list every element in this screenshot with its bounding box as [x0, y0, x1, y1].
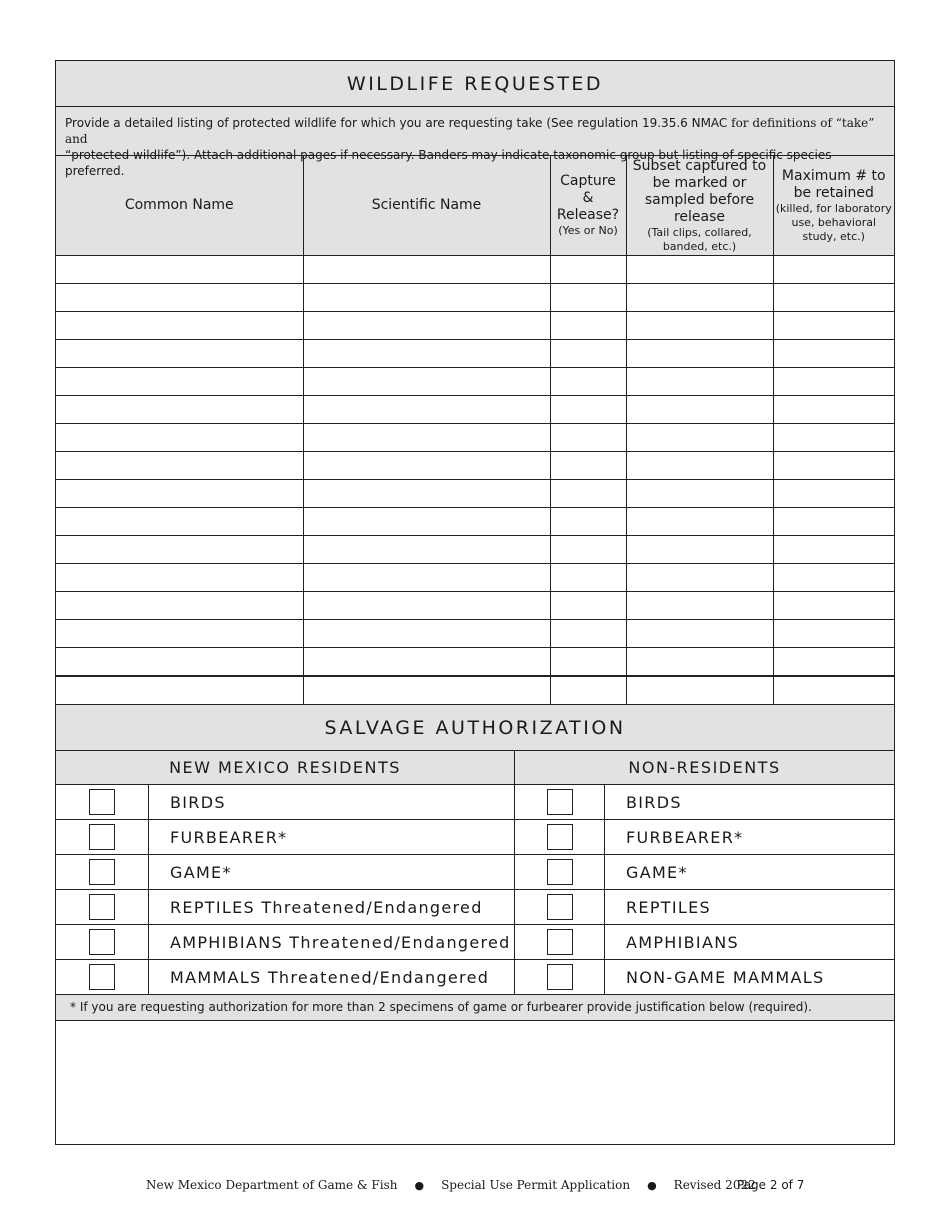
col-subset-label: Subset captured to be marked or sampled before release [632, 157, 767, 225]
maximum-input[interactable] [773, 256, 894, 284]
permit-form-page [55, 60, 895, 1145]
salvage-row [56, 820, 894, 855]
col-maximum-label: Maximum # to be retained [781, 167, 886, 201]
common-name-input[interactable] [56, 256, 303, 284]
maximum-input[interactable] [773, 592, 894, 620]
nonresident-option-label: AMPHIBIANS [626, 932, 739, 952]
maximum-input[interactable] [773, 340, 894, 368]
subset-input[interactable] [626, 340, 773, 368]
resident-option-label: AMPHIBIANS Threatened/Endangered [149, 925, 515, 959]
col-capture-sublabel: (Yes or No) [558, 224, 618, 237]
table-row [56, 256, 894, 284]
nonresident-checkbox-cell [515, 820, 605, 854]
nonresident-option-label: REPTILES [626, 897, 711, 917]
capture-release-input[interactable] [550, 396, 626, 424]
subset-input[interactable] [626, 396, 773, 424]
subset-input[interactable] [626, 676, 773, 704]
capture-release-input[interactable] [550, 648, 626, 677]
common-name-input[interactable] [56, 284, 303, 312]
subset-input[interactable] [626, 648, 773, 677]
maximum-input[interactable] [773, 284, 894, 312]
salvage-row [56, 960, 894, 995]
capture-release-input[interactable] [550, 312, 626, 340]
nonresident-checkbox[interactable] [547, 929, 573, 955]
maximum-input[interactable] [773, 368, 894, 396]
scientific-name-input[interactable] [303, 648, 550, 677]
maximum-input[interactable] [773, 452, 894, 480]
bullet-icon: ● [647, 1178, 657, 1192]
table-row [56, 284, 894, 312]
common-name-input[interactable] [56, 508, 303, 536]
resident-checkbox-cell [56, 890, 149, 924]
common-name-input[interactable] [56, 480, 303, 508]
nonresident-checkbox-cell [515, 890, 605, 924]
salvage-row [56, 855, 894, 890]
subset-input[interactable] [626, 508, 773, 536]
table-row [56, 396, 894, 424]
scientific-name-input[interactable] [303, 396, 550, 424]
page-footer [146, 1178, 805, 1192]
subset-input[interactable] [626, 620, 773, 648]
resident-checkbox[interactable] [89, 859, 115, 885]
resident-checkbox[interactable] [89, 964, 115, 990]
salvage-row [56, 890, 894, 925]
justification-note: * If you are requesting authorization for more than 2 specimens of game or furbearer provide justification below (required). [56, 995, 894, 1021]
subset-input[interactable] [626, 564, 773, 592]
instructions-text-1: Provide a detailed listing of protected wildlife for which you are requesting take (See regulation 19.35.6 NMAC [65, 116, 728, 130]
col-capture-label-1: Capture [560, 173, 616, 189]
scientific-name-input[interactable] [303, 340, 550, 368]
resident-option-label: REPTILES Threatened/Endangered [149, 890, 515, 924]
nonresident-checkbox-cell [515, 925, 605, 959]
resident-checkbox-cell [56, 785, 149, 819]
common-name-input[interactable] [56, 648, 303, 677]
non-residents-header: NON-RESIDENTS [628, 758, 781, 777]
salvage-options [56, 785, 894, 995]
table-row [56, 368, 894, 396]
col-subset-sublabel: (Tail clips, collared, banded, etc.) [647, 225, 752, 253]
nonresident-checkbox[interactable] [547, 824, 573, 850]
maximum-input[interactable] [773, 536, 894, 564]
table-row [56, 592, 894, 620]
instructions-text-2: for definitions of “take” and [65, 116, 875, 146]
nonresident-option-label: GAME* [626, 862, 688, 882]
scientific-name-input[interactable] [303, 284, 550, 312]
col-capture-label-3: Release? [556, 207, 620, 223]
table-row [56, 620, 894, 648]
table-row [56, 648, 894, 677]
nonresident-checkbox[interactable] [547, 894, 573, 920]
footer-dept: New Mexico Department of Game & Fish [146, 1178, 398, 1192]
salvage-row [56, 785, 894, 820]
wildlife-table-body [56, 256, 894, 705]
footer-form-name: Special Use Permit Application [441, 1178, 631, 1192]
scientific-name-input[interactable] [303, 620, 550, 648]
scientific-name-input[interactable] [303, 676, 550, 704]
table-row [56, 452, 894, 480]
common-name-input[interactable] [56, 452, 303, 480]
col-maximum-sublabel: (killed, for laboratory use, behavioral study, etc.) [775, 201, 892, 243]
footer-revised: Revised 2022 [673, 1178, 756, 1192]
nm-residents-header: NEW MEXICO RESIDENTS [56, 751, 515, 784]
resident-checkbox[interactable] [89, 789, 115, 815]
maximum-input[interactable] [773, 676, 894, 704]
col-subset-captured [626, 156, 773, 256]
resident-checkbox[interactable] [89, 894, 115, 920]
resident-checkbox-cell [56, 855, 149, 889]
common-name-input[interactable] [56, 312, 303, 340]
wildlife-instructions [56, 107, 894, 178]
subset-input[interactable] [626, 368, 773, 396]
scientific-name-input[interactable] [303, 452, 550, 480]
col-scientific-name [303, 156, 550, 256]
col-scientific-name-label: Scientific Name [371, 197, 482, 213]
subset-input[interactable] [626, 592, 773, 620]
resident-option-label: GAME* [149, 855, 515, 889]
common-name-input[interactable] [56, 424, 303, 452]
common-name-input[interactable] [56, 396, 303, 424]
nonresident-checkbox-cell [515, 960, 605, 994]
maximum-input[interactable] [773, 620, 894, 648]
capture-release-input[interactable] [550, 256, 626, 284]
subset-input[interactable] [626, 452, 773, 480]
table-row [56, 340, 894, 368]
table-row [56, 536, 894, 564]
nonresident-checkbox[interactable] [547, 964, 573, 990]
maximum-input[interactable] [773, 312, 894, 340]
common-name-input[interactable] [56, 564, 303, 592]
common-name-input[interactable] [56, 340, 303, 368]
capture-release-input[interactable] [550, 564, 626, 592]
justification-area [56, 1021, 894, 1144]
common-name-input[interactable] [56, 592, 303, 620]
capture-release-input[interactable] [550, 368, 626, 396]
common-name-input[interactable] [56, 620, 303, 648]
nonresident-checkbox[interactable] [547, 789, 573, 815]
salvage-column-headers [56, 751, 894, 785]
subset-input[interactable] [626, 480, 773, 508]
justification-input[interactable] [56, 1021, 894, 1144]
maximum-input[interactable] [773, 480, 894, 508]
table-row [56, 312, 894, 340]
capture-release-input[interactable] [550, 340, 626, 368]
resident-option-label: MAMMALS Threatened/Endangered [149, 960, 515, 994]
resident-option-label: BIRDS [149, 785, 515, 819]
subset-input[interactable] [626, 256, 773, 284]
instructions-text-3: “protected wildlife”). Attach additional pages if necessary. Banders may indicate taxonomic group but listing of specific species preferred. [65, 148, 832, 178]
scientific-name-input[interactable] [303, 536, 550, 564]
capture-release-input[interactable] [550, 592, 626, 620]
nonresident-checkbox[interactable] [547, 859, 573, 885]
subset-input[interactable] [626, 424, 773, 452]
resident-checkbox-cell [56, 925, 149, 959]
subset-input[interactable] [626, 312, 773, 340]
capture-release-input[interactable] [550, 480, 626, 508]
common-name-input[interactable] [56, 368, 303, 396]
wildlife-requested-title: WILDLIFE REQUESTED [56, 61, 894, 107]
col-common-name-label: Common Name [124, 197, 234, 213]
nonresident-checkbox-cell [515, 785, 605, 819]
capture-release-input[interactable] [550, 536, 626, 564]
scientific-name-input[interactable] [303, 312, 550, 340]
capture-release-input[interactable] [550, 452, 626, 480]
capture-release-input[interactable] [550, 424, 626, 452]
nonresident-option-label: FURBEARER* [626, 827, 744, 847]
bullet-icon: ● [414, 1178, 425, 1192]
nonresident-checkbox-cell [515, 855, 605, 889]
capture-release-input[interactable] [550, 284, 626, 312]
resident-checkbox-cell [56, 960, 149, 994]
maximum-input[interactable] [773, 424, 894, 452]
maximum-input[interactable] [773, 564, 894, 592]
maximum-input[interactable] [773, 648, 894, 677]
footer-page-number: Page 2 of 7 [737, 1178, 805, 1192]
maximum-input[interactable] [773, 508, 894, 536]
table-row [56, 564, 894, 592]
table-row [56, 676, 894, 704]
subset-input[interactable] [626, 536, 773, 564]
scientific-name-input[interactable] [303, 368, 550, 396]
scientific-name-input[interactable] [303, 424, 550, 452]
resident-checkbox-cell [56, 820, 149, 854]
subset-input[interactable] [626, 284, 773, 312]
table-row [56, 508, 894, 536]
scientific-name-input[interactable] [303, 508, 550, 536]
capture-release-input[interactable] [550, 676, 626, 704]
maximum-input[interactable] [773, 396, 894, 424]
nonresident-option-label: NON-GAME MAMMALS [626, 967, 825, 987]
scientific-name-input[interactable] [303, 564, 550, 592]
scientific-name-input[interactable] [303, 480, 550, 508]
capture-release-input[interactable] [550, 508, 626, 536]
col-maximum-retained [773, 156, 894, 256]
salvage-authorization-title: SALVAGE AUTHORIZATION [56, 704, 894, 751]
common-name-input[interactable] [56, 536, 303, 564]
salvage-row [56, 925, 894, 960]
capture-release-input[interactable] [550, 620, 626, 648]
resident-checkbox[interactable] [89, 824, 115, 850]
scientific-name-input[interactable] [303, 256, 550, 284]
col-capture-release [550, 156, 626, 256]
resident-option-label: FURBEARER* [149, 820, 515, 854]
resident-checkbox[interactable] [89, 929, 115, 955]
nonresident-option-label: BIRDS [626, 792, 682, 812]
scientific-name-input[interactable] [303, 592, 550, 620]
wildlife-table [56, 156, 894, 704]
table-row [56, 424, 894, 452]
table-row [56, 480, 894, 508]
common-name-input[interactable] [56, 676, 303, 704]
wildlife-table-header [56, 156, 894, 256]
col-capture-label-2: & [582, 190, 594, 206]
